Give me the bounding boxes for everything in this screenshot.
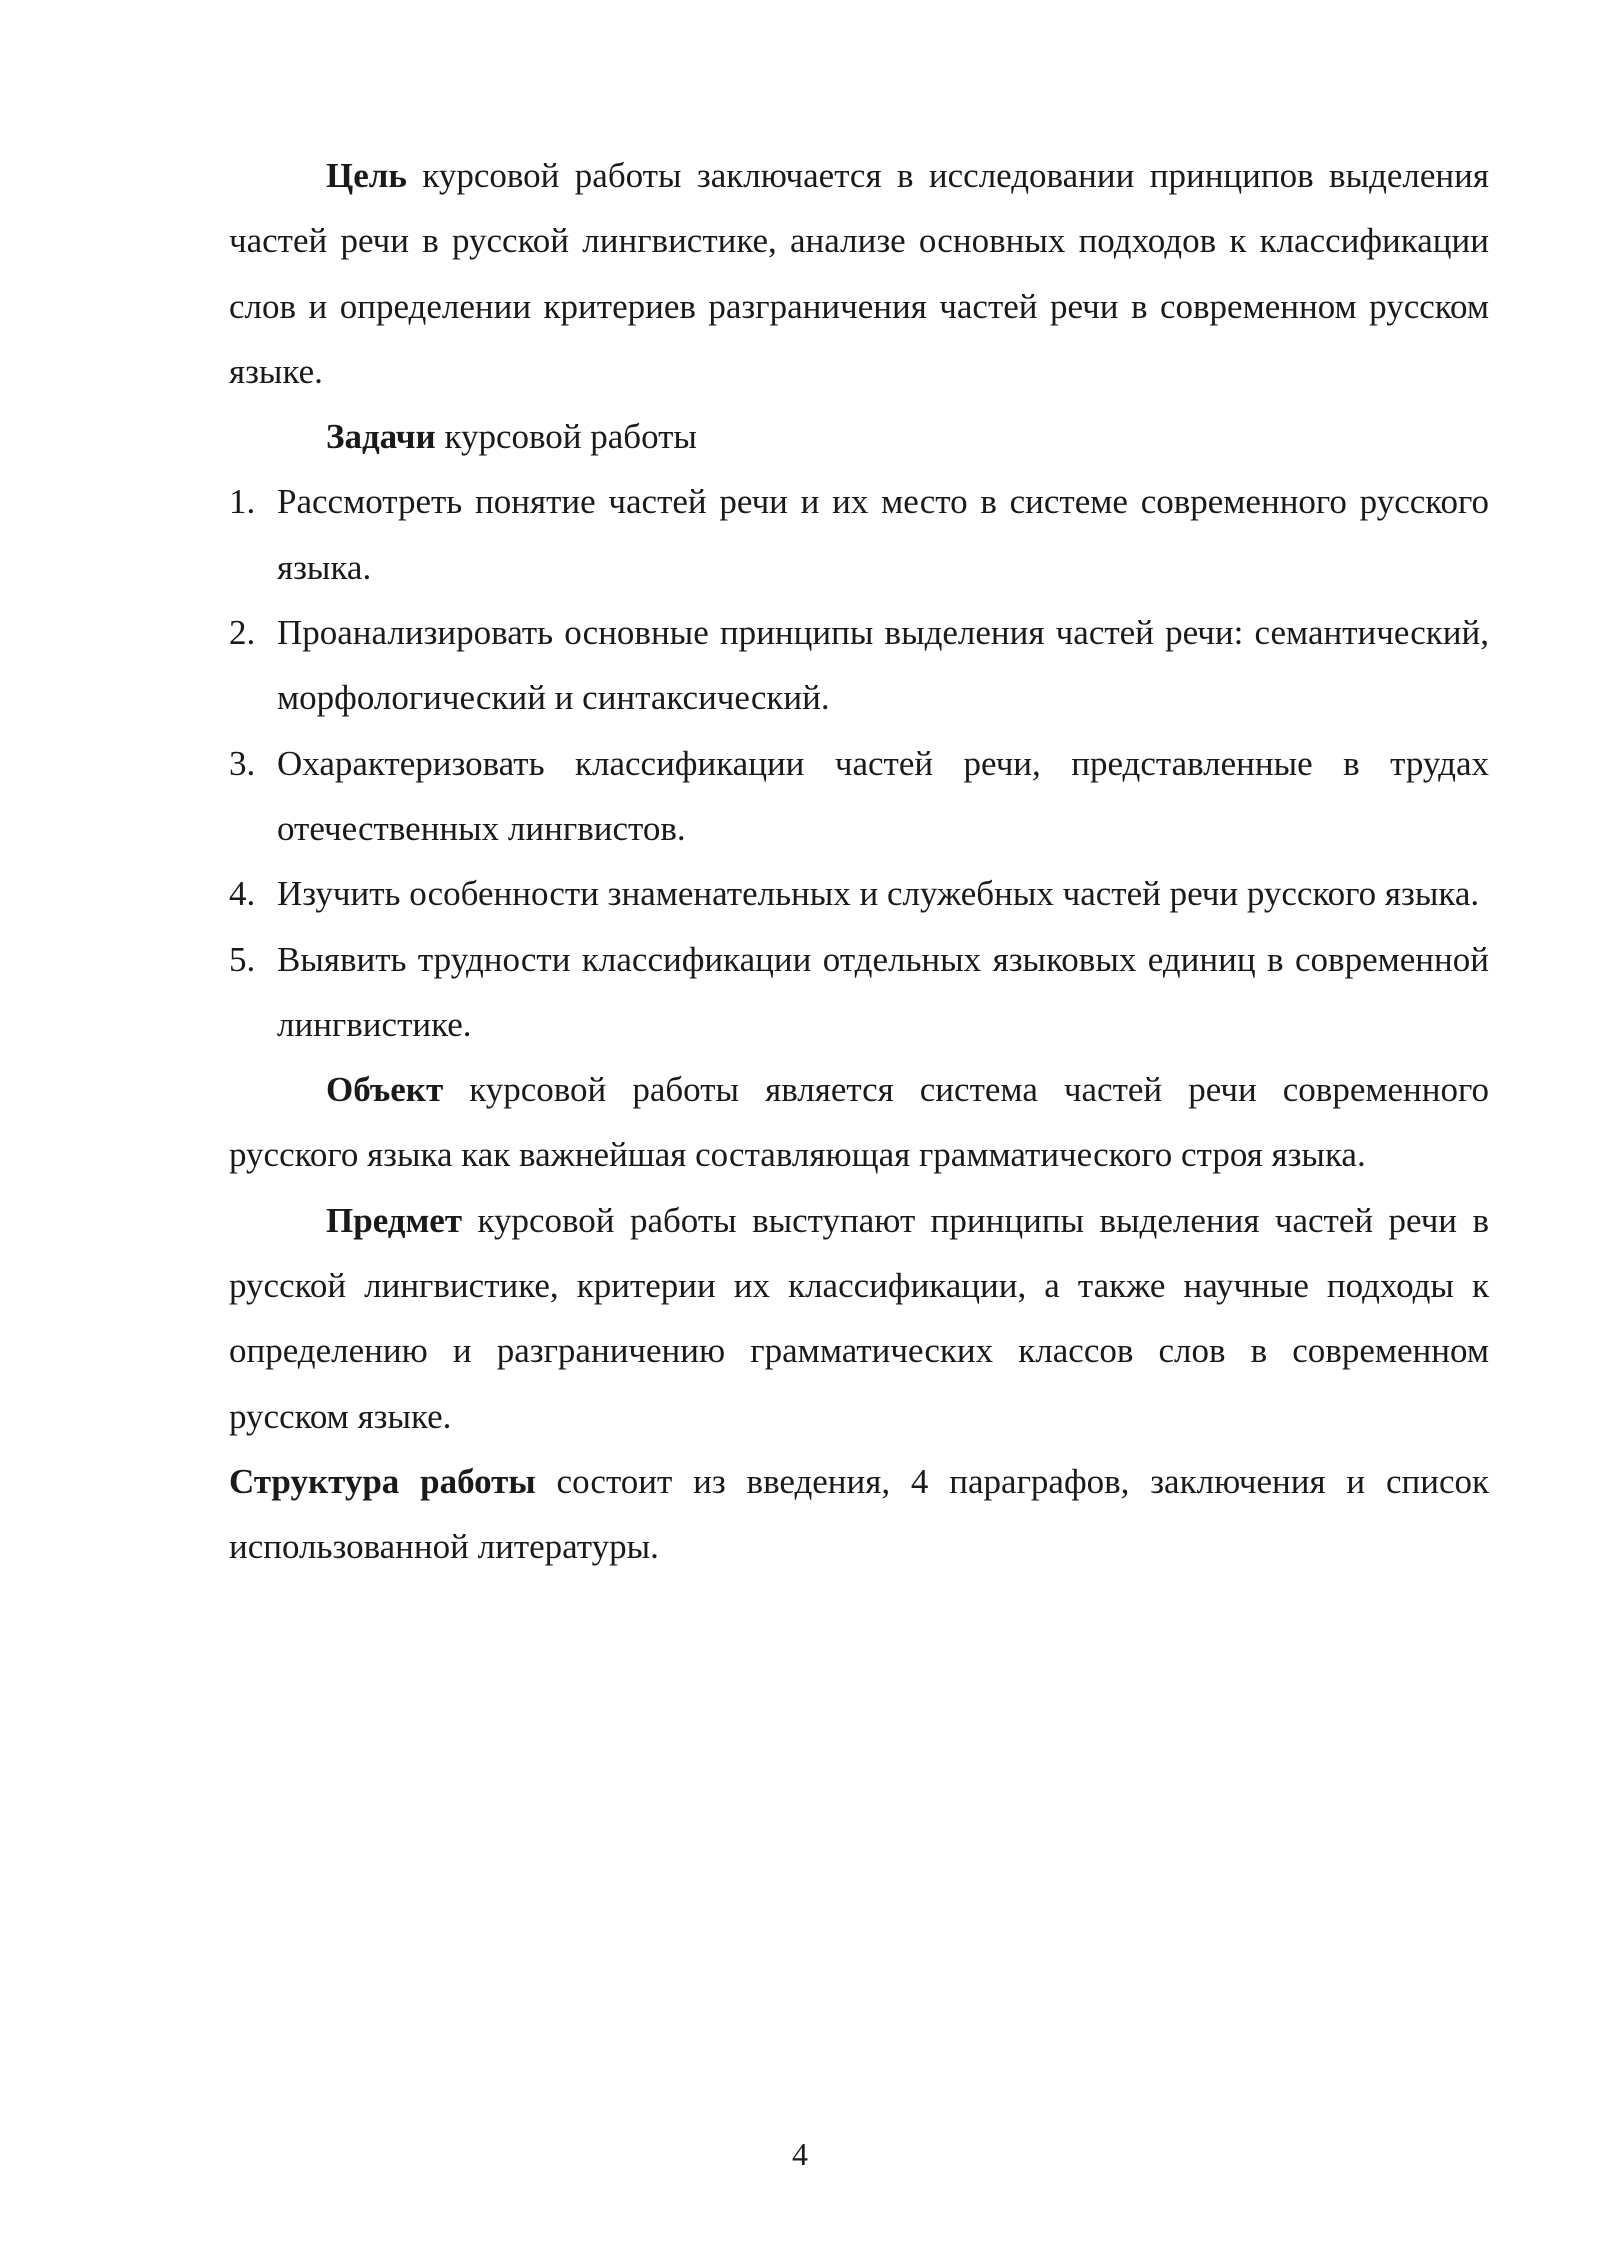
task-item-2	[229, 600, 1489, 731]
structure-label: Структура работы	[229, 1461, 536, 1501]
goal-text: курсовой работы заключается в исследовании принципов выделения частей речи в русской лингвистике, анализе основных подходов к классификации слов и определении критериев разграничения частей речи в современном русском языке.	[229, 156, 1489, 391]
task-number: 5.	[229, 939, 256, 979]
tasks-heading-text: курсовой работы	[435, 417, 697, 457]
task-item-1	[229, 469, 1489, 600]
task-number: 1.	[229, 482, 256, 522]
task-number: 4.	[229, 874, 256, 914]
object-text: курсовой работы является система частей речи современного русского языка как важнейшая составляющая грамматического строя языка.	[229, 1070, 1489, 1175]
subject-label: Предмет	[326, 1200, 463, 1240]
tasks-label: Задачи	[326, 417, 436, 457]
task-text: Рассмотреть понятие частей речи и их место в системе современного русского языка.	[277, 482, 1489, 587]
task-item-4	[229, 861, 1489, 926]
page-number: 4	[792, 2136, 808, 2172]
object-paragraph	[229, 1057, 1489, 1188]
main-text	[229, 143, 1489, 1580]
task-item-3	[229, 731, 1489, 862]
structure-text: состоит из введения, 4 параграфов, заключения и список использованной литературы.	[229, 1461, 1489, 1567]
task-text: Изучить особенности знаменательных и служебных частей речи русского языка.	[277, 874, 1480, 914]
task-number: 3.	[229, 743, 256, 783]
task-text: Охарактеризовать классификации частей речи, представленные в трудах отечественных лингвистов.	[277, 743, 1489, 848]
task-text: Проанализировать основные принципы выделения частей речи: семантический, морфологический и синтаксический.	[277, 613, 1489, 718]
goal-label: Цель	[326, 156, 407, 195]
subject-text: курсовой работы выступают принципы выделения частей речи в русской лингвистике, критерии их классификации, а также научные подходы к определению и разграничению грамматических классов слов в современном русском языке.	[229, 1200, 1489, 1436]
goal-paragraph	[229, 143, 1489, 404]
tasks-list	[229, 469, 1489, 1057]
task-text: Выявить трудности классификации отдельных языковых единиц в современной лингвистике.	[277, 939, 1489, 1044]
task-number: 2.	[229, 613, 256, 653]
structure-paragraph	[229, 1449, 1489, 1580]
task-item-5	[229, 927, 1489, 1058]
tasks-heading	[229, 404, 1489, 469]
object-label: Объект	[326, 1070, 444, 1110]
subject-paragraph	[229, 1188, 1489, 1449]
